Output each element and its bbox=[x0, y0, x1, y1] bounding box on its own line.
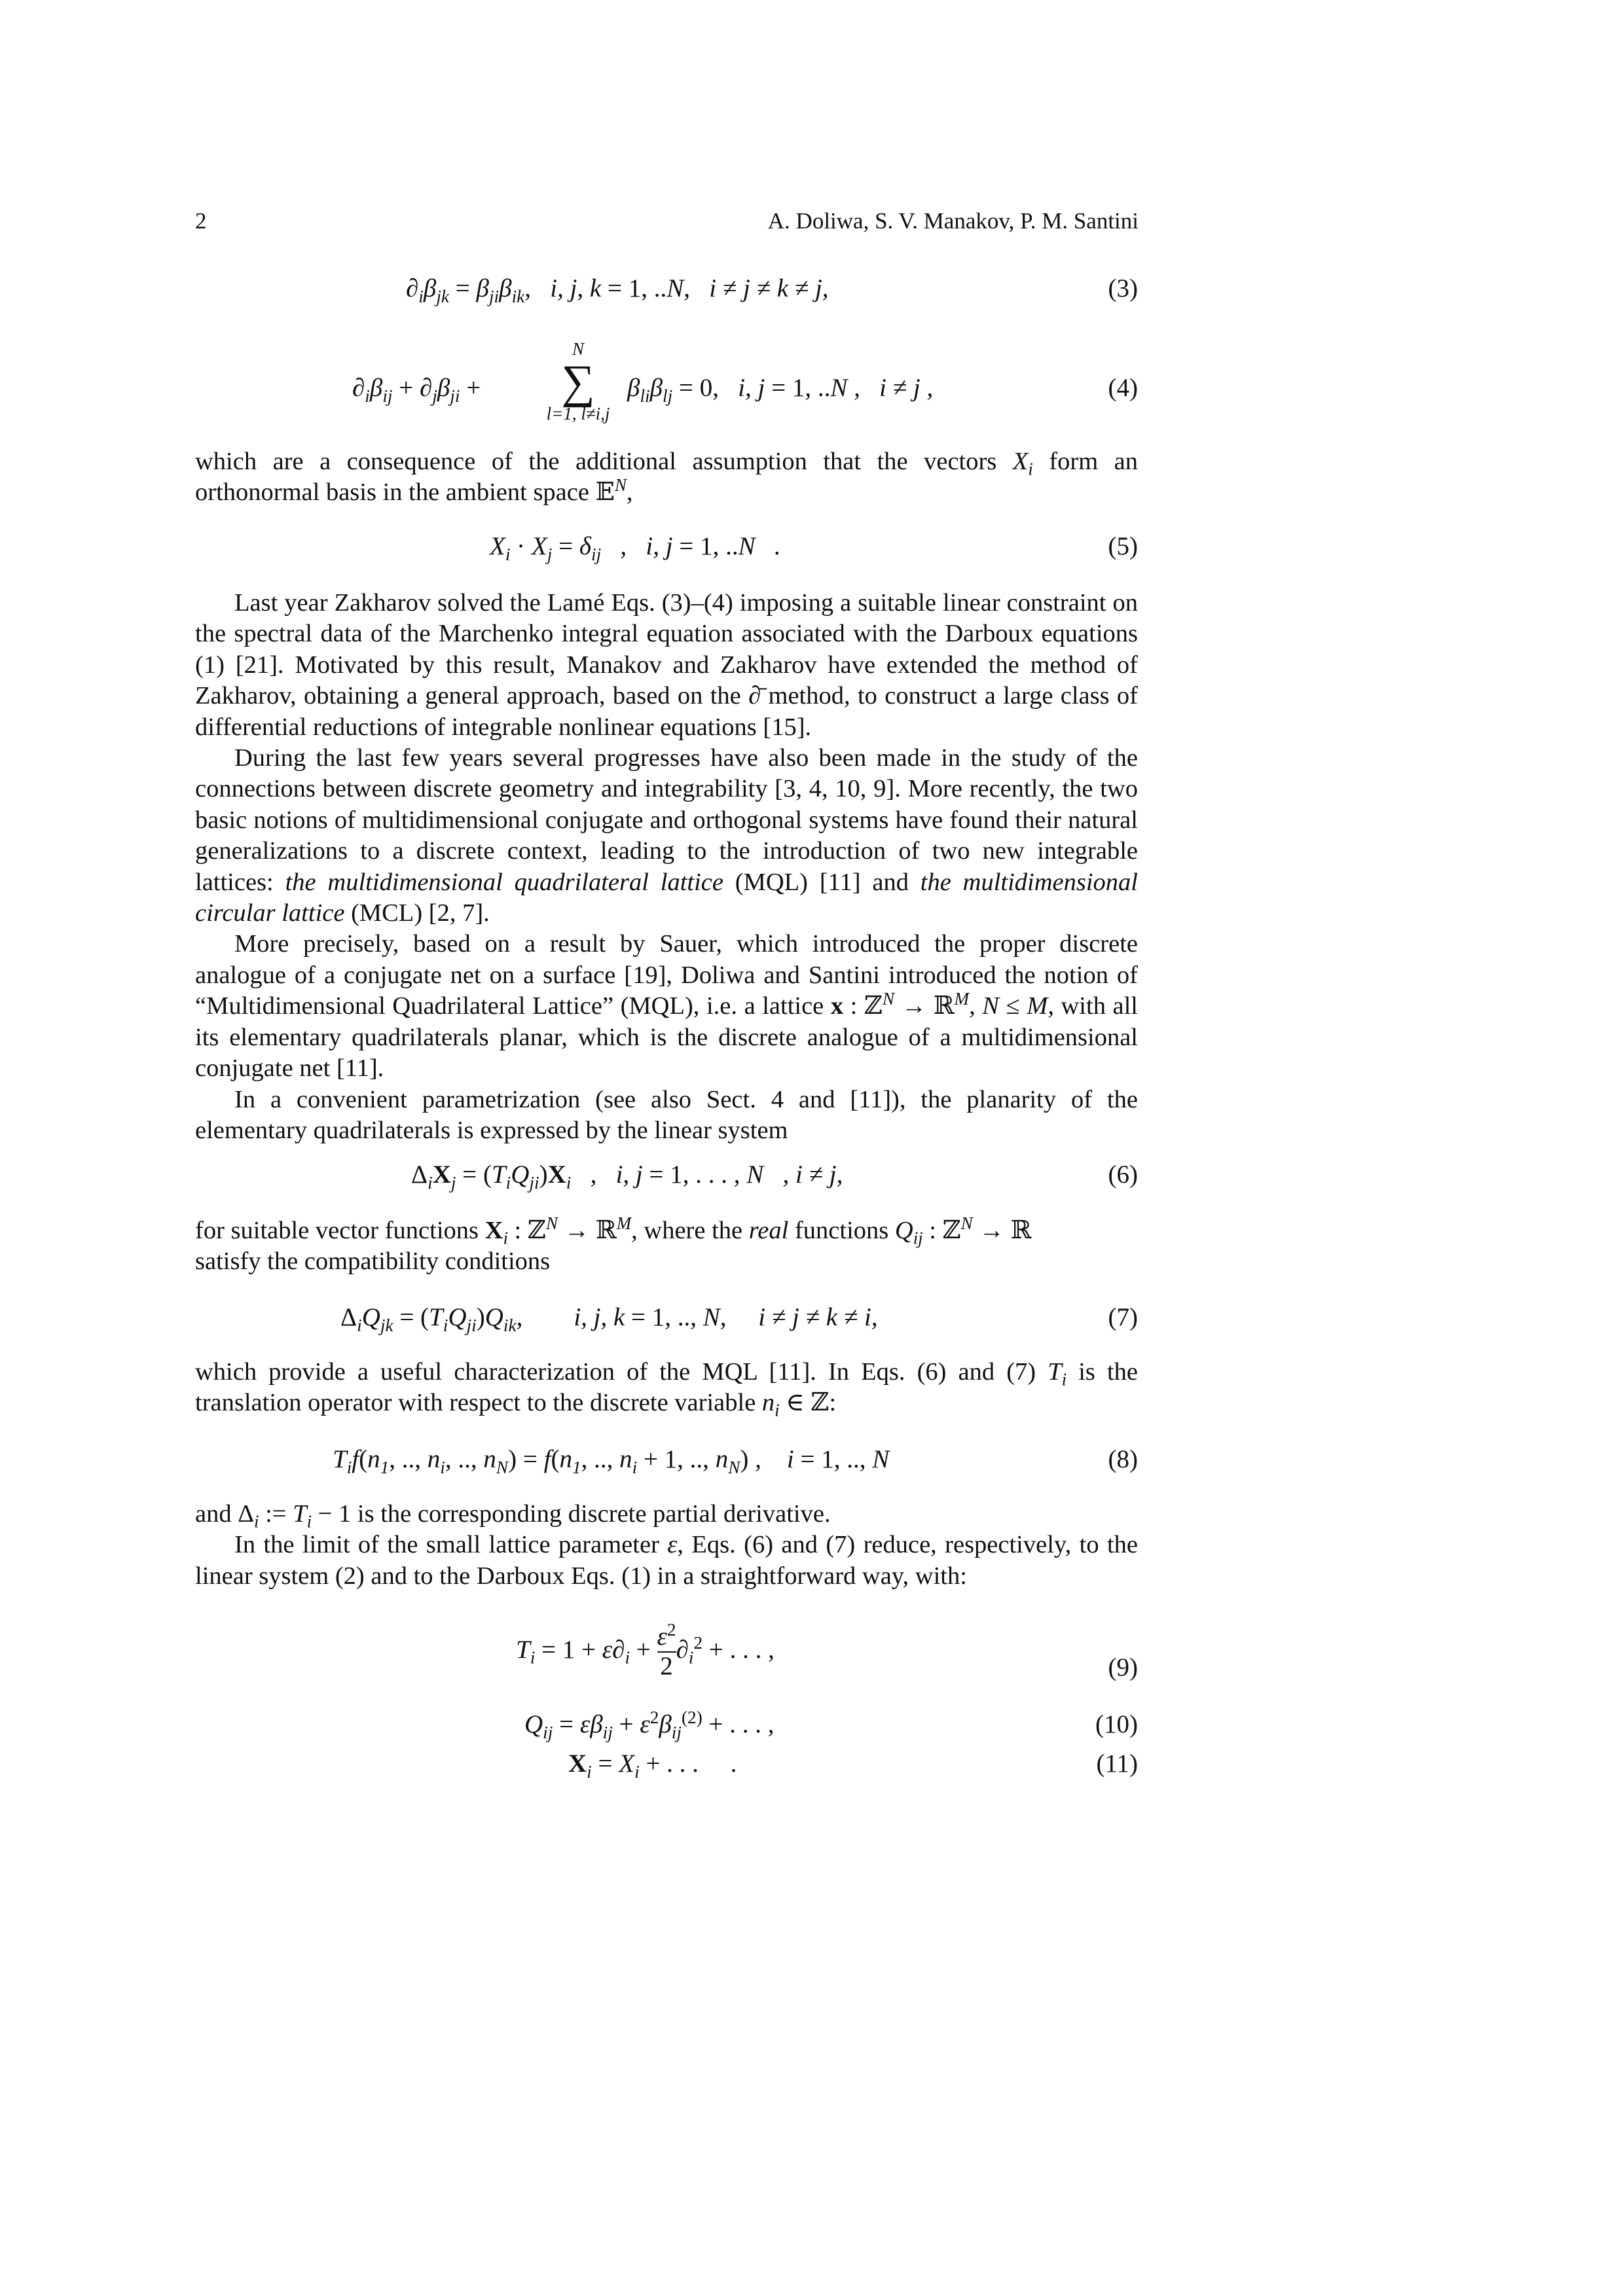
equation-4: $\partial_i\beta_{ij} + \partial_j\beta_{ji}$ + N ∑ l=1, l≠i,j $\beta_{li}\beta_{lj} = 0$, i, j = 1, ..N , i ≠ j , (4) bbox=[352, 339, 1138, 423]
equation-number: (6) bbox=[1108, 1160, 1138, 1189]
running-header-authors: A. Doliwa, S. V. Manakov, P. M. Santini bbox=[767, 208, 1139, 234]
sum-lower-limit: l=1, l≠i,j bbox=[546, 404, 610, 423]
equation-number: (3) bbox=[1108, 274, 1138, 302]
summation-sign: N ∑ l=1, l≠i,j bbox=[542, 340, 614, 423]
equation-number: (8) bbox=[1108, 1445, 1138, 1473]
equation-number: (5) bbox=[1108, 532, 1138, 560]
page-number: 2 bbox=[195, 208, 207, 234]
sum-upper-limit: N bbox=[572, 339, 584, 359]
equation-9: $T_i = 1 + \varepsilon\partial_i$ + $\frac{\varepsilon^2}{2}$ $\partial_i^2$ + . . . , (9) bbox=[516, 1620, 1138, 1681]
equation-number: (4) bbox=[1108, 374, 1138, 402]
equation-number: (10) bbox=[1095, 1710, 1138, 1738]
equation-number: (7) bbox=[1108, 1303, 1138, 1331]
paragraph-orthonormal: which are a consequence of the additional assumption that the vectors $X_i$ form an orthonormal basis in the ambient space 𝔼$^N$, bbox=[195, 448, 1138, 507]
equation-number: (11) bbox=[1096, 1749, 1138, 1778]
paragraph-translation-operator: which provide a useful characterization of the MQL [11]. In Eqs. (6) and (7) $T_i$ is the translation operator with respect to the discrete variable $n_i$ ∈ ℤ: bbox=[195, 1358, 1138, 1421]
body-text-limit: and $\Delta_i$ := $T_i - 1$ is the corresponding discrete partial derivative. In the limit of the small lattice parameter ε, Eqs. (6) and (7) reduce, respectively, to the linear system (2) and to the Darboux Eqs. (1) in a straightforward way, with: bbox=[195, 1500, 1138, 1590]
body-text-main: Last year Zakharov solved the Lamé Eqs. (3)–(4) imposing a suitable linear constraint on the spectral data of the Marchenko integral equation associated with the Darboux equations (1) [21]. Motivated by this result, Manakov and Zakharov have extended the method of Zakharov, obtaining a general approach, based on the ∂̄ method, to construct a large class of differential reductions of integrable nonlinear equations [15]. During the last few years several progresses have also been made in the study of the connections between discrete geometry and integrability [3, 4, 10, 9]. More recently, the two basic notions of multidimensional conjugate and orthogonal systems have found their natural generalizations to a discrete context, leading to the introduction of two new integrable lattices: the multidimensional quadrilateral lattice (MQL) [11] and the multidimensional circular lattice (MCL) [2, 7]. More precisely, based on a result by Sauer, which introduced the proper discrete analogue of a conjugate net on a surface [19], Doliwa and Santini introduced the notion of “Multidimensional Quadrilateral Lattice” (MQL), i.e. a lattice x : ℤ$^N$ → ℝ$^M$, N ≤ M, with all its elementary quadrilaterals planar, which is the discrete analogue of a multidimensional conjugate net [11]. In a convenient parametrization (see also Sect. 4 and [11]), the planarity of the elementary quadrilaterals is expressed by the linear system bbox=[195, 589, 1139, 1144]
paragraph-vector-functions: for suitable vector functions $X_i$ : ℤ$^N$ → ℝ$^M$, where the real functions $Q_{ij}$ : ℤ$^N$ → ℝ satisfy the compatibility conditions bbox=[195, 1213, 1032, 1276]
equation-number: (9) bbox=[1108, 1653, 1138, 1681]
